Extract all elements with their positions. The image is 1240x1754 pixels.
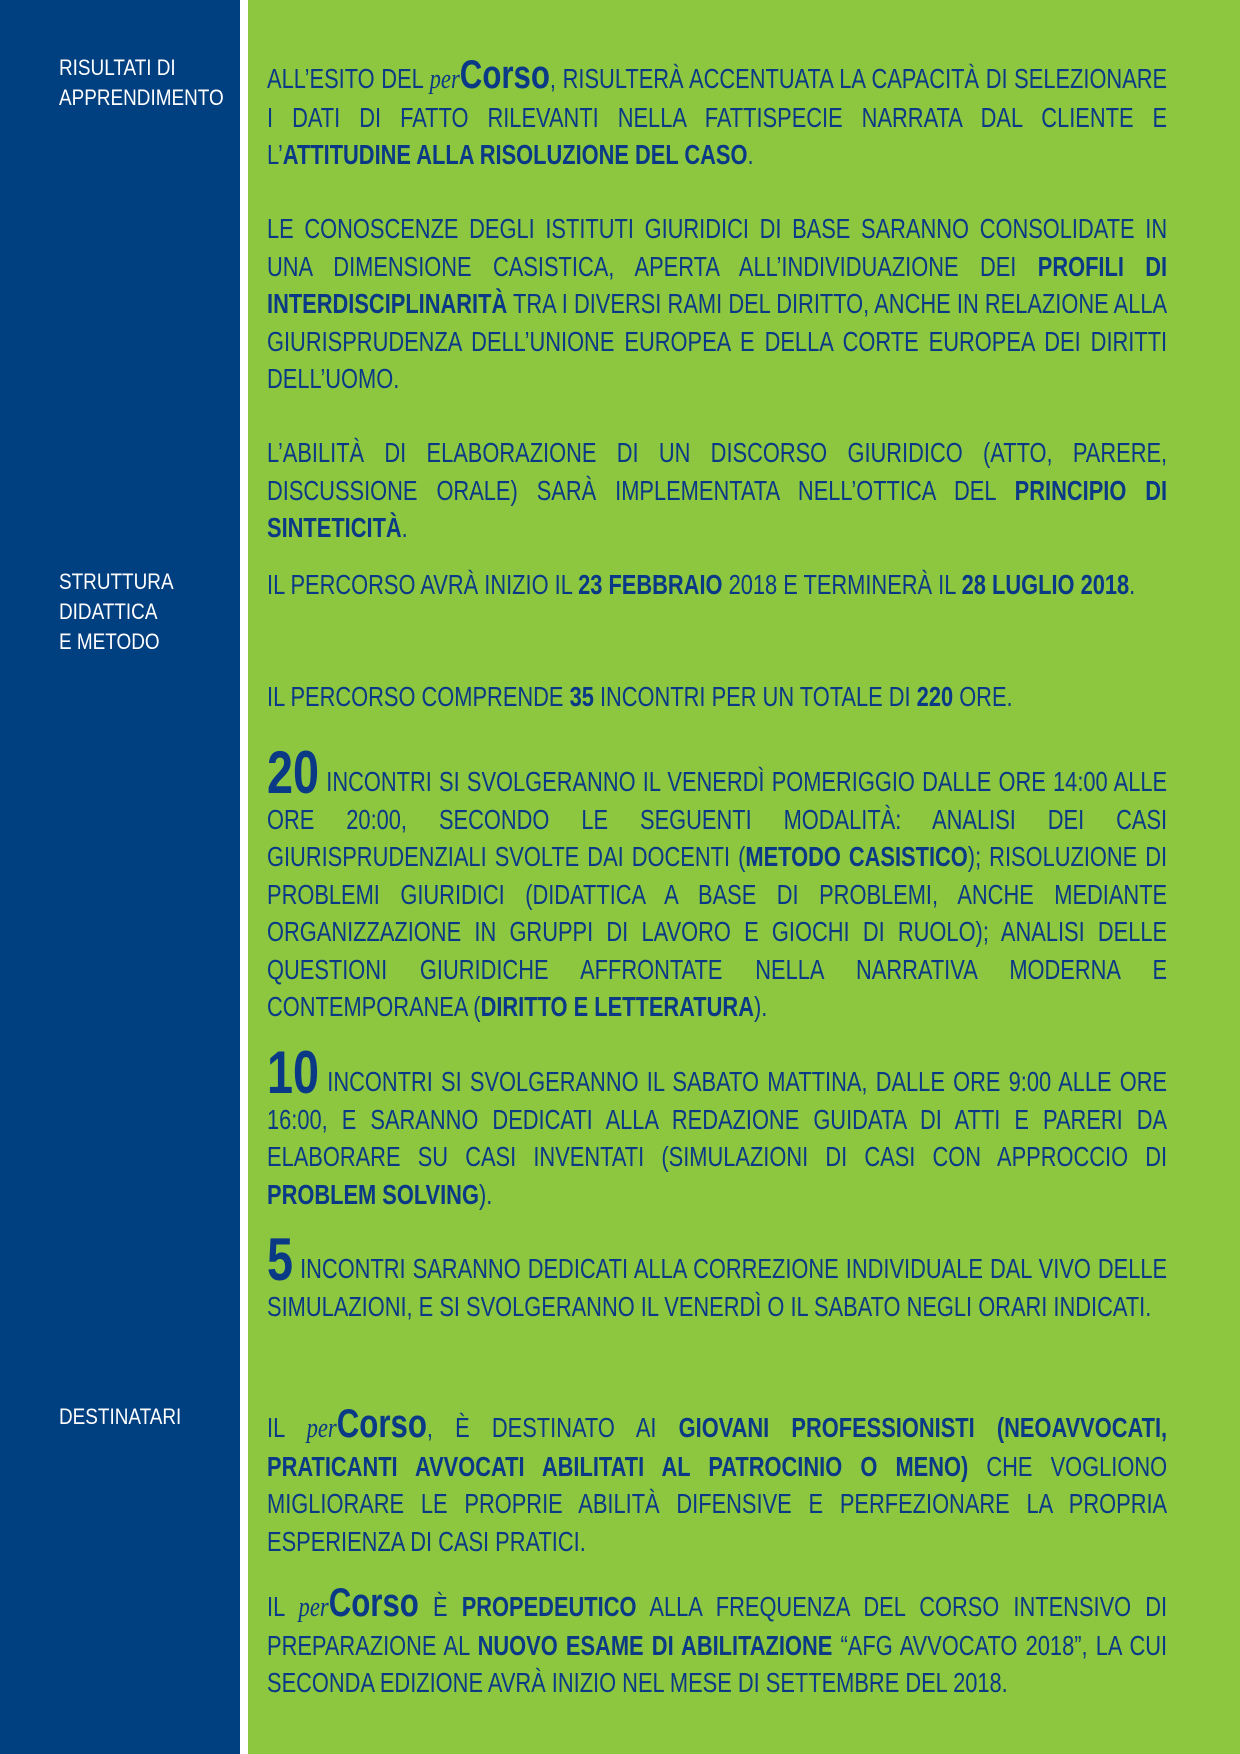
text-run: 2018 E TERMINERÀ IL (722, 569, 962, 600)
text-run: . (1129, 569, 1136, 600)
section-label-struttura (59, 567, 214, 657)
paragraph-propedeutico (267, 1581, 1168, 1702)
text-run: IL (267, 1412, 307, 1443)
text-bold: GIOVANI PROFESSIONISTI (NEOAVVOCATI, PRATICANTI AVVOCATI ABILITATI AL PATROCINIO O MENO) (267, 1412, 1168, 1482)
section-label-line: DIDATTICA (59, 599, 158, 624)
big-number: 5 (267, 1226, 294, 1293)
big-number: 20 (267, 739, 320, 806)
text-run: “AFG AVVOCATO 2018”, LA CUI SECONDA EDIZIONE AVRÀ INIZIO NEL MESE DI SETTEMBRE DEL 2018. (267, 1629, 1168, 1698)
paragraph-destinatari (267, 1402, 1168, 1560)
text-run: ). (753, 991, 768, 1022)
text-bold: 220 (916, 681, 954, 712)
text-bold: 23 FEBBRAIO (578, 569, 723, 600)
vertical-divider (240, 0, 248, 1754)
text-run: INCONTRI SI SVOLGERANNO IL VENERDÌ POMERIGGIO DALLE ORE 14:00 ALLE ORE 20:00, SECONDO LE SEGUENTI MODALITÀ: ANALISI DEI CASI GIURISPRUDENZIALI SVOLTE DAI DOCENTI ( (267, 766, 1168, 872)
text-run: , È DESTINATO AI (426, 1412, 679, 1443)
section-label-line: DESTINATARI (59, 1404, 182, 1429)
paragraph-date (267, 566, 1167, 604)
text-bold: 28 LUGLIO 2018 (961, 569, 1130, 600)
brand-corso: Corso (336, 1402, 427, 1446)
text-run: , RISULTERÀ ACCENTUATA LA CAPACITÀ DI SELEZIONARE I DATI DI FATTO RILEVANTI NELLA FATTISPECIE NARRATA DAL CLIENTE E L’ (267, 63, 1168, 170)
paragraph-sabato (267, 1039, 1168, 1213)
paragraph-conoscenze (267, 210, 1167, 398)
text-run: IL PERCORSO COMPRENDE (267, 681, 570, 712)
paragraph-venerdi (267, 739, 1168, 1026)
text-bold: NUOVO ESAME DI ABILITAZIONE (477, 1629, 833, 1661)
text-run: LE CONOSCENZE DEGLI ISTITUTI GIURIDICI DI BASE SARANNO CONSOLIDATE IN UNA DIMENSIONE CASISTICA, APERTA ALL’INDIVIDUAZIONE DEI (267, 213, 1168, 282)
brand-per: per (306, 1412, 337, 1444)
text-run: INCONTRI PER UN TOTALE DI (593, 681, 917, 712)
text-run: INCONTRI SI SVOLGERANNO IL SABATO MATTINA, DALLE ORE 9:00 ALLE ORE 16:00, E SARANNO DEDICATI ALLA REDAZIONE GUIDATA DI ATTI E PARERI DA ELABORARE SU CASI INVENTATI (SIMULAZIONI DI CASI CON APPROCCIO DI (267, 1066, 1168, 1172)
big-number: 10 (267, 1039, 320, 1106)
text-run: L’ABILITÀ DI ELABORAZIONE DI UN DISCORSO GIURIDICO (ATTO, PARERE, DISCUSSIONE ORALE) SARÀ IMPLEMENTATA NELL’OTTICA DEL (267, 437, 1168, 506)
text-bold: PROFILI DI INTERDISCIPLINARITÀ (267, 250, 1168, 319)
text-run: ALLA FREQUENZA DEL CORSO INTENSIVO DI PREPARAZIONE AL (267, 1591, 1168, 1661)
text-run: ). (478, 1178, 493, 1210)
text-bold: PRINCIPIO DI SINTETICITÀ (267, 474, 1168, 543)
section-label-line: RISULTATI DI (59, 55, 176, 80)
paragraph-totale (267, 678, 1167, 716)
text-run: È (418, 1591, 462, 1622)
paragraph-esito (267, 53, 1168, 174)
section-label-line: STRUTTURA (59, 569, 174, 594)
text-run: ORE. (953, 681, 1013, 712)
paragraph-abilita (267, 434, 1167, 547)
text-run: CHE VOGLIONO MIGLIORARE LE PROPRIE ABILITÀ DIFENSIVE E PERFEZIONARE LA PROPRIA ESPERIENZA DI CASI PRATICI. (267, 1450, 1168, 1557)
text-run: INCONTRI SARANNO DEDICATI ALLA CORREZIONE INDIVIDUALE DAL VIVO DELLE SIMULAZIONI, E SI SVOLGERANNO IL VENERDÌ O IL SABATO NEGLI ORARI INDICATI. (267, 1253, 1168, 1322)
section-label-line: APPRENDIMENTO (59, 85, 224, 110)
section-label-line: E METODO (59, 629, 160, 654)
text-run: ALL’ESITO DEL (267, 63, 430, 94)
text-run: IL (267, 1591, 299, 1622)
text-bold: PROPEDEUTICO (461, 1591, 637, 1622)
text-bold: ATTITUDINE ALLA RISOLUZIONE DEL CASO (282, 139, 748, 170)
text-run: . (401, 512, 408, 543)
text-bold: DIRITTO E LETTERATURA (480, 991, 754, 1022)
brand-per: per (298, 1591, 329, 1623)
text-run: IL PERCORSO AVRÀ INIZIO IL (267, 569, 579, 600)
brand-per: per (429, 63, 460, 95)
text-run: TRA I DIVERSI RAMI DEL DIRITTO, ANCHE IN RELAZIONE ALLA GIURISPRUDENZA DELL’UNIONE EUROPEA E DELLA CORTE EUROPEA DEI DIRITTI DELL’UOMO. (267, 288, 1168, 394)
text-bold: METODO CASISTICO (745, 841, 968, 872)
brand-corso: Corso (328, 1581, 419, 1625)
section-label-destinatari (59, 1402, 214, 1432)
paragraph-correzione (267, 1226, 1168, 1325)
section-label-risultati (59, 53, 224, 113)
text-bold: PROBLEM SOLVING (267, 1178, 479, 1210)
text-run: ); RISOLUZIONE DI PROBLEMI GIURIDICI (DIDATTICA A BASE DI PROBLEMI, ANCHE MEDIANTE ORGANIZZAZIONE IN GRUPPI DI LAVORO E GIOCHI DI RUOLO); ANALISI DELLE QUESTIONI GIURIDICHE AFFRONTATE NELLA NARRATIVA MODERNA E CONTEMPORANEA ( (267, 841, 1168, 1022)
brand-corso: Corso (459, 53, 550, 97)
text-bold: 35 (569, 681, 594, 712)
text-run: . (747, 139, 754, 170)
sidebar-band (0, 0, 240, 1754)
